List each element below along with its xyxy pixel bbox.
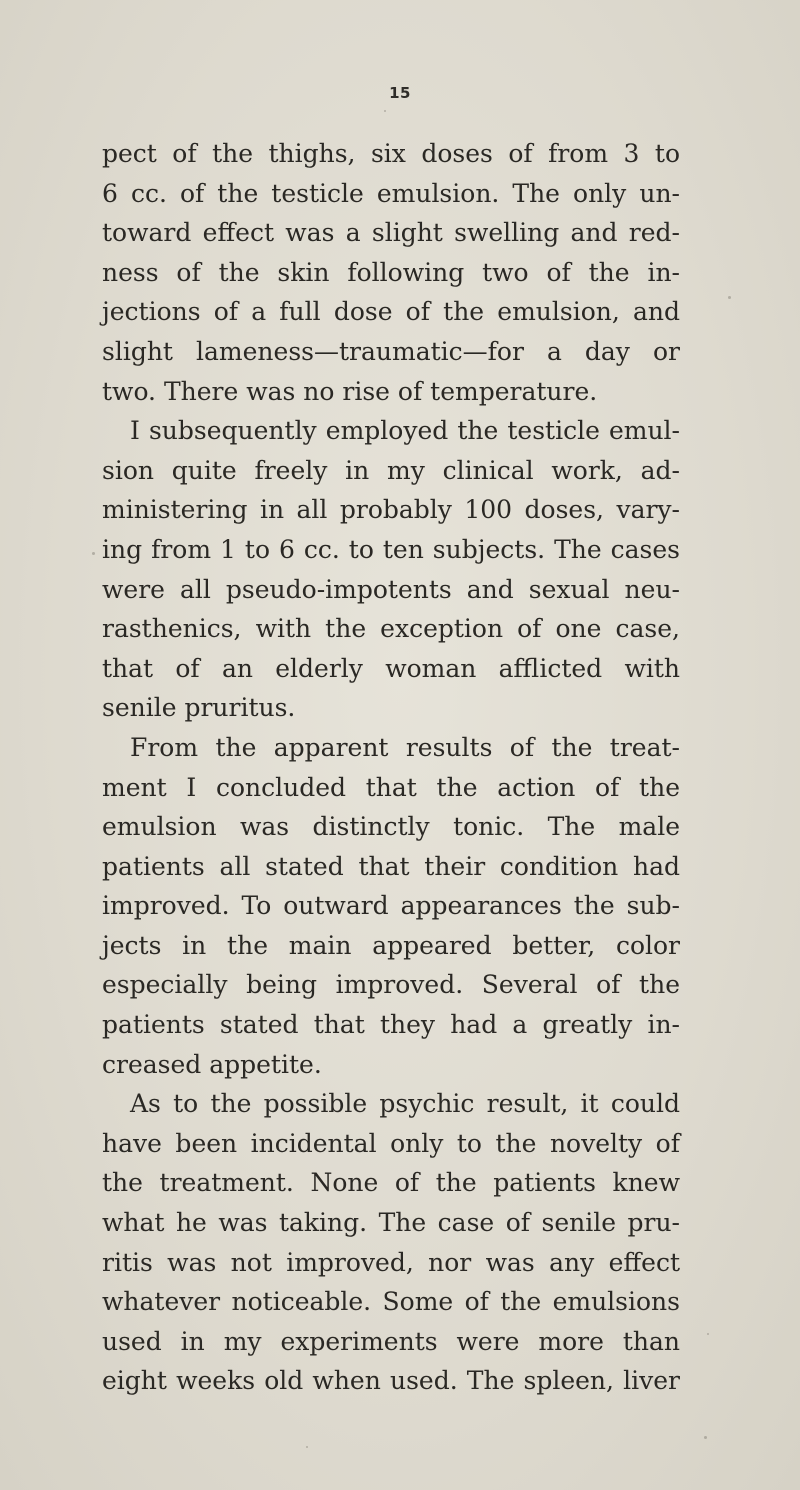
text-line: As to the possible psychic result, it could bbox=[130, 1089, 680, 1119]
paragraph bbox=[102, 1084, 680, 1401]
paper-speck bbox=[306, 1446, 308, 1448]
paper-speck bbox=[92, 552, 95, 555]
paper-speck bbox=[728, 296, 731, 299]
paragraph bbox=[102, 134, 680, 411]
text-line: patients all stated that their condition had bbox=[102, 851, 680, 881]
text-line: ness of the skin following two of the in- bbox=[102, 257, 680, 287]
paper-speck bbox=[704, 1436, 707, 1439]
paragraph bbox=[102, 728, 680, 1084]
text-line: slight lameness—traumatic—for a day or bbox=[102, 336, 680, 366]
text-line: From the apparent results of the treat- bbox=[130, 732, 680, 762]
text-line: jects in the main appeared better, color bbox=[102, 930, 680, 960]
text-line: ritis was not improved, nor was any effect bbox=[102, 1247, 680, 1277]
text-line: two. There was no rise of temperature. bbox=[102, 376, 598, 406]
text-line: improved. To outward appearances the sub- bbox=[102, 891, 680, 921]
text-line: were all pseudo-impotents and sexual neu- bbox=[102, 574, 680, 604]
text-line: eight weeks old when used. The spleen, liver bbox=[102, 1366, 680, 1396]
text-line: 6 cc. of the testicle emulsion. The only un- bbox=[102, 178, 680, 208]
paragraph bbox=[102, 411, 680, 728]
body-text bbox=[102, 134, 680, 1401]
text-line: the treatment. None of the patients knew bbox=[102, 1168, 680, 1198]
text-line: creased appetite. bbox=[102, 1049, 322, 1079]
text-line: pect of the thighs, six doses of from 3 to bbox=[102, 139, 680, 168]
text-line: I subsequently employed the testicle emul- bbox=[130, 416, 680, 446]
text-line: what he was taking. The case of senile pru- bbox=[102, 1208, 680, 1238]
text-line: used in my experiments were more than bbox=[102, 1326, 680, 1356]
page-number: 15 bbox=[389, 84, 411, 102]
text-line: have been incidental only to the novelty of bbox=[102, 1128, 680, 1158]
text-line: ing from 1 to 6 cc. to ten subjects. The cases bbox=[102, 534, 680, 564]
text-line: especially being improved. Several of the bbox=[102, 970, 680, 1000]
text-line: ministering in all probably 100 doses, vary- bbox=[102, 495, 680, 525]
text-line: sion quite freely in my clinical work, ad- bbox=[102, 455, 680, 485]
text-line: patients stated that they had a greatly in- bbox=[102, 1010, 680, 1040]
paper-speck bbox=[707, 1333, 709, 1335]
text-line: senile pruritus. bbox=[102, 693, 296, 723]
text-line: emulsion was distinctly tonic. The male bbox=[102, 812, 680, 842]
text-line: rasthenics, with the exception of one case, bbox=[102, 614, 680, 644]
text-line: toward effect was a slight swelling and red- bbox=[102, 218, 680, 248]
text-line: whatever noticeable. Some of the emulsions bbox=[102, 1287, 680, 1317]
text-line: ment I concluded that the action of the bbox=[102, 772, 680, 802]
text-line: that of an elderly woman afflicted with bbox=[102, 653, 680, 683]
paper-speck bbox=[384, 110, 386, 112]
text-line: jections of a full dose of the emulsion, and bbox=[102, 297, 680, 327]
